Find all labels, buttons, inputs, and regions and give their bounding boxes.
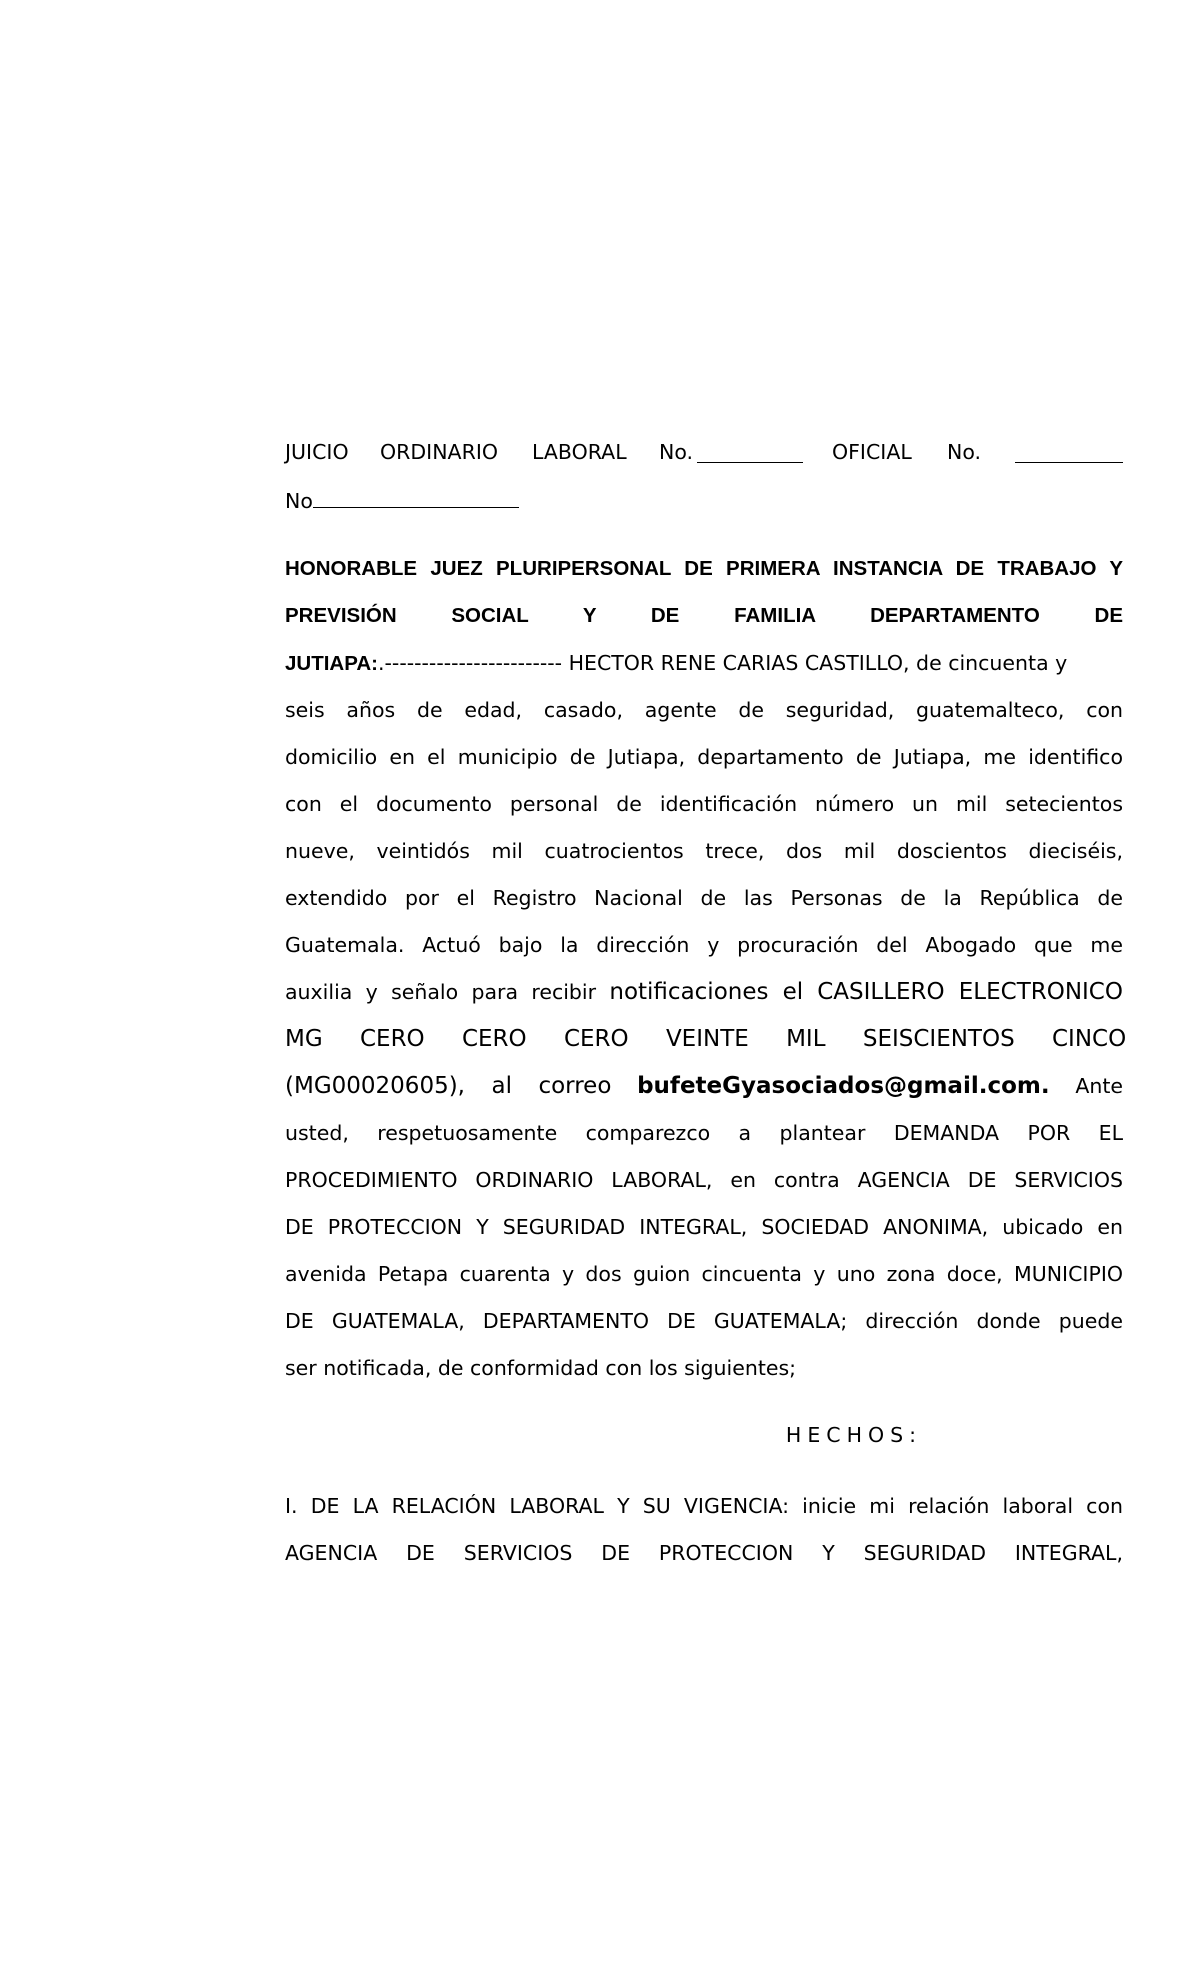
header-juicio: JUICIO (285, 440, 349, 464)
header-ordinario: ORDINARIO (380, 440, 498, 464)
no-line (285, 485, 1123, 515)
oficial-number-blank (1015, 440, 1123, 463)
body-line-14: PROCEDIMIENTO ORDINARIO LABORAL, en contra AGENCIA DE SERVICIOS (285, 1168, 1123, 1192)
body-line-6: con el documento personal de identificación número un mil setecientos (285, 792, 1123, 816)
addressee-line-3-rest: .------------------------ HECTOR RENE CARIAS CASTILLO, de cincuenta y (378, 651, 1068, 675)
addressee-line-1: HONORABLE JUEZ PLURIPERSONAL DE PRIMERA INSTANCIA DE TRABAJO Y (285, 557, 1123, 580)
jutiapa-bold: JUTIAPA: (285, 652, 379, 675)
body-line-16: avenida Petapa cuarenta y dos guion cincuenta y uno zona doce, MUNICIPIO (285, 1262, 1123, 1286)
header-laboral: LABORAL (532, 440, 627, 464)
case-number-blank (697, 440, 803, 463)
body-line-8: extendido por el Registro Nacional de las Personas de la República de (285, 886, 1123, 910)
body-line-15: DE PROTECCION Y SEGURIDAD INTEGRAL, SOCIEDAD ANONIMA, ubicado en (285, 1215, 1123, 1239)
body-line-18: ser notificada, de conformidad con los siguientes; (285, 1356, 797, 1380)
body-line-12c: Ante (1075, 1074, 1123, 1098)
body-line-7: nueve, veintidós mil cuatrocientos trece, dos mil doscientos dieciséis, (285, 839, 1123, 863)
body-line-12 (285, 1072, 1123, 1102)
no-blank (313, 485, 519, 508)
body-line-10b: notificaciones el CASILLERO ELECTRONICO (609, 979, 1123, 1005)
header-oficial: OFICIAL (832, 440, 912, 464)
hechos-line-1: I. DE LA RELACIÓN LABORAL Y SU VIGENCIA: inicie mi relación laboral con (285, 1494, 1123, 1518)
body-line-9: Guatemala. Actuó bajo la dirección y procuración del Abogado que me (285, 933, 1123, 957)
header-no-1: No. (659, 440, 694, 464)
body-line-11: MG CERO CERO CERO VEINTE MIL SEISCIENTOS CINCO (285, 1026, 1127, 1052)
body-line-10 (285, 978, 1123, 1008)
body-line-4: seis años de edad, casado, agente de seguridad, guatemalteco, con (285, 698, 1123, 722)
addressee-line-3 (285, 649, 1123, 679)
header-no-2: No. (947, 440, 982, 464)
body-line-17: DE GUATEMALA, DEPARTAMENTO DE GUATEMALA; dirección donde puede (285, 1309, 1123, 1333)
body-line-12a: (MG00020605), al correo (285, 1073, 612, 1099)
hechos-heading: HECHOS: (785, 1423, 923, 1447)
email-address: bufeteGyasociados@gmail.com. (637, 1073, 1050, 1099)
addressee-line-2: PREVISIÓN SOCIAL Y DE FAMILIA DEPARTAMENTO DE (285, 604, 1123, 627)
hechos-line-2: AGENCIA DE SERVICIOS DE PROTECCION Y SEGURIDAD INTEGRAL, (285, 1541, 1123, 1565)
header-no-3: No (285, 489, 313, 513)
body-line-10a: auxilia y señalo para recibir (285, 980, 597, 1004)
body-line-5: domicilio en el municipio de Jutiapa, departamento de Jutiapa, me identifico (285, 745, 1123, 769)
case-header-line (285, 438, 1123, 468)
body-line-13: usted, respetuosamente comparezco a plantear DEMANDA POR EL (285, 1121, 1123, 1145)
